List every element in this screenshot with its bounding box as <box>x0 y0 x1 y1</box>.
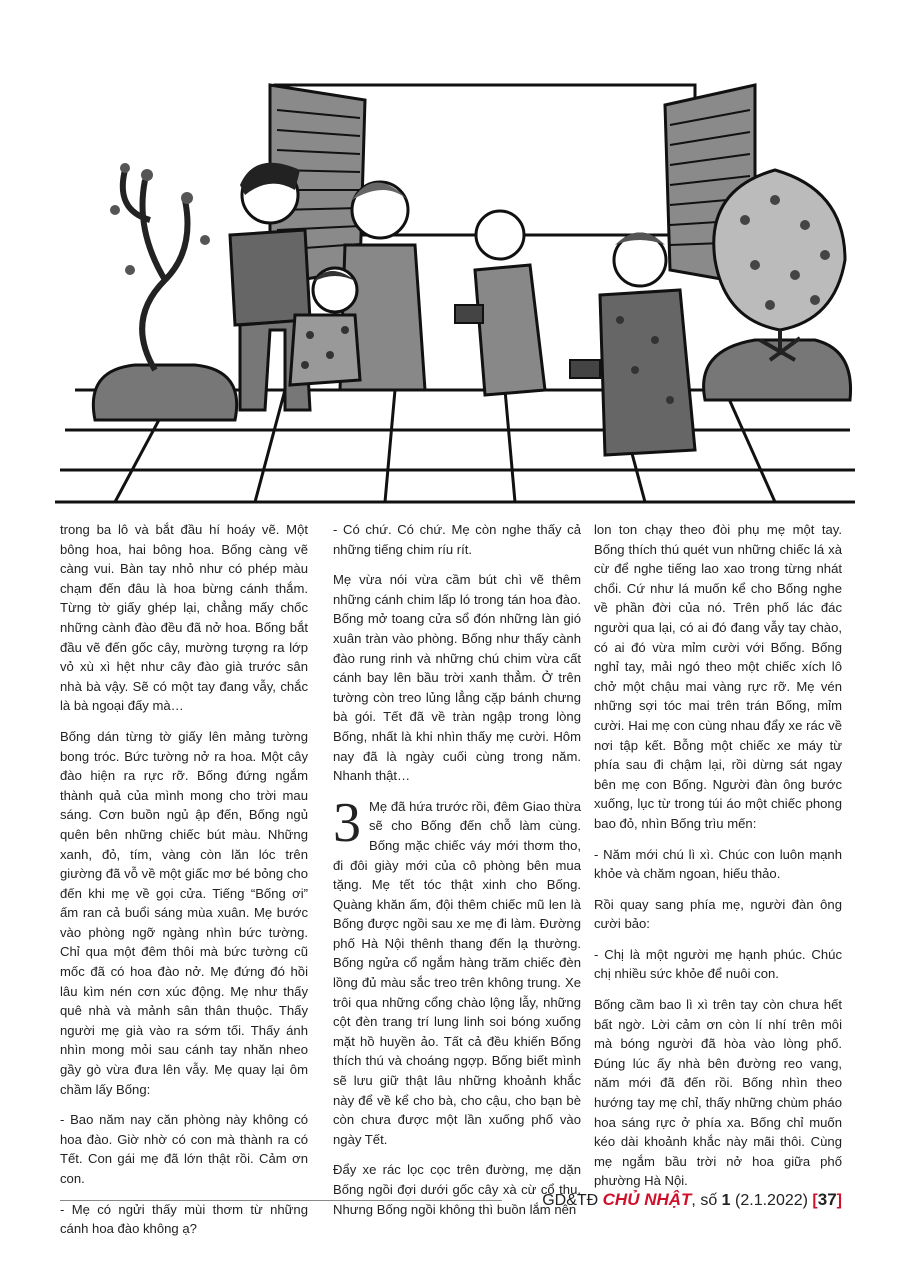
paragraph: Mẹ vừa nói vừa cầm bút chì vẽ thêm những cánh chim lấp ló trong tán hoa đào. Bống mở toang cửa sổ đón những làn gió xuân tràn vào phòng. Bống như thấy cành đào rung rinh và những chú chim vừa cất cánh bay lên bầu trời xanh thẳm. Ở trên tường còn treo lủng lẳng cặp bánh chưng bà gói. Tết đã về tràn ngập trong lòng Bống, nhất là khi nhìn thấy mẹ cười. Hôm nay đã là ngày cuối cùng trong năm. Nhanh thật… <box>333 572 581 784</box>
publication-brand: CHỦ NHẬT <box>602 1190 692 1209</box>
paragraph: trong ba lô và bắt đầu hí hoáy vẽ. Một bông hoa, hai bông hoa. Bống càng vẽ càng vui. Bàn tay nhỏ như có phép màu chạm đến đâu là hoa bừng cánh thắm. Từng tờ giấy ghép lại, chẳng mấy chốc những cành đào đều đã nở hoa. Bống bắt đầu vẽ đến gốc cây, mường tượng ra lớp vỏ xù xì hệt như cây đào già trước sân nhà bà vậy. Sẽ có một tay đang vẫy, chắc là bà ngoại đấy mà… <box>60 522 308 714</box>
section-dropcap: 3 <box>333 791 361 854</box>
paragraph: Rồi quay sang phía mẹ, người đàn ông cười bảo: <box>594 896 842 932</box>
publication-name: GD&TĐ <box>542 1192 599 1209</box>
issue-label: , số <box>691 1192 718 1209</box>
page-bracket-open: [ <box>812 1192 818 1209</box>
paragraph: lon ton chạy theo đòi phụ mẹ một tay. Bống thích thú quét vun những chiếc lá xà cừ để nghe tiếng lao xao trong từng nhát chổi. Cứ như lá muốn kể cho Bống nghe về phần đời của nó. Trên phố lác đác người qua lại, có ai đó đang vẫy tay chào, có ai đó vừa mỉm cười với Bống. Bống nghỉ tay, mải ngó theo một chiếc xích lô chở một chậu mai vàng rực rỡ. Mẹ vén những sợi tóc mai trên trán Bống, mỉm cười. Hai mẹ con cùng nhau đẩy xe rác về nơi tập kết. Bỗng một chiếc xe máy từ phía sau đi chậm lại, rồi dừng sát ngay bên mẹ con Bống. Người đàn ông bước xuống, lục từ trong túi áo một chiếc phong bao đỏ, nhìn Bống trìu mến: <box>594 522 842 831</box>
article-column-1 <box>60 520 308 1250</box>
paragraph: Đẩy xe rác lọc cọc trên đường, mẹ dặn Bống ngồi đợi dưới gốc cây xà cừ cổ thụ. Nhưng Bống ngồi không thì buồn lắm nên <box>333 1162 581 1217</box>
section-text: Mẹ đã hứa trước rồi, đêm Giao thừa sẽ cho Bống đến chỗ làm cùng. Bống mặc chiếc váy mới thơm tho, đi đôi giày mới của cô phòng bên mua tặng. Mẹ tết tóc thật xinh cho Bống. Quàng khăn ấm, đội thêm chiếc mũ len là Bống được ngồi sau xe mẹ đi làm. Đường phố Hà Nội thênh thang đến lạ thường. Bống ngửa cổ ngắm hàng trăm chiếc đèn lồng đủ màu sắc treo trên không trung. Xe trôi qua những cổng chào lộng lẫy, những cột đèn trang trí lung linh soi bóng xuống mặt hồ huyền ảo. Tất cả đều khiến Bống thích thú và choáng ngợp. Bống biết mình sẽ lưu giữ thật lâu những khoảnh khắc này để về kể cho bà, cho cậu, cho bạn bè còn chưa được một lần xuống phố vào ngày Tết. <box>333 798 581 1147</box>
paragraph: Bống cầm bao lì xì trên tay còn chưa hết bất ngờ. Lời cảm ơn còn lí nhí trên môi mà bóng người đã hòa vào lòng phố. Đúng lúc ấy nhà bên đường reo vang, năm mới đã đến rồi. Bống nhìn theo hướng tay mẹ chỉ, thấy những chùm pháo hoa sáng rực ở phía xa. Bống chỉ muốn kéo dài khoảnh khắc này mãi thôi. Cùng mẹ ngắm bầu trời nở hoa giữa phố phường Hà Nội. <box>594 997 842 1189</box>
paragraph: - Mẹ có ngửi thấy mùi thơm từ những cánh hoa đào không ạ? <box>60 1201 308 1237</box>
paragraph: - Năm mới chú lì xì. Chúc con luôn mạnh khỏe và chăm ngoan, hiếu thảo. <box>594 846 842 882</box>
article-column-2 <box>333 520 581 1230</box>
paragraph: - Có chứ. Có chứ. Mẹ còn nghe thấy cả những tiếng chim ríu rít. <box>333 522 581 557</box>
section-paragraph <box>333 791 581 1150</box>
paragraph: Bống dán từng tờ giấy lên mảng tường bong tróc. Bức tường nở ra hoa. Một cây đào hiện ra rực rỡ. Bống đứng ngắm thành quả của mình mong cho trời mau sáng. Cơn buồn ngủ ập đến, Bống ngủ quên bên những chiếc bút màu. Những xanh, đỏ, tím, vàng còn lăn lóc trên giường đã vỗ về một giấc mơ bé bỏng cho đến khi mẹ về gọi cửa. Tiếng “Bống ơi” ấm ran cả buổi sáng mùa xuân. Mẹ bước vào phòng ngỡ ngàng nhìn bức tường. Chỉ qua một đêm thôi mà bức tường cũ mốc đã có hoa đào nở. Mẹ đứng đó hồi lâu kìm nén cơn xúc động. Mẹ như thấy quê nhà và mảnh sân thân thuộc. Thấy người mẹ già vào ra sớm tối. Thấy ánh nhìn mong mỏi sau cánh tay nhăn nheo gầy gò vừa đưa lên vẫy. Mẹ quay lại ôm chầm lấy Bống: <box>60 728 308 1097</box>
paragraph: - Bao năm nay căn phòng này không có hoa đào. Giờ nhờ có con mà thành ra có Tết. Con gái mẹ đã lớn thật rồi. Cảm ơn con. <box>60 1112 308 1186</box>
issue-date: (2.1.2022) <box>735 1192 808 1209</box>
issue-number: 1 <box>721 1192 731 1209</box>
page-bracket-close: ] <box>836 1192 842 1209</box>
footer-rule <box>60 1200 502 1201</box>
story-illustration <box>55 70 855 510</box>
paragraph: - Chị là một người mẹ hạnh phúc. Chúc chị nhiều sức khỏe để nuôi con. <box>594 946 842 982</box>
page-number: 37 <box>817 1190 837 1209</box>
article-column-3 <box>594 520 842 1202</box>
page-footer <box>542 1190 842 1210</box>
